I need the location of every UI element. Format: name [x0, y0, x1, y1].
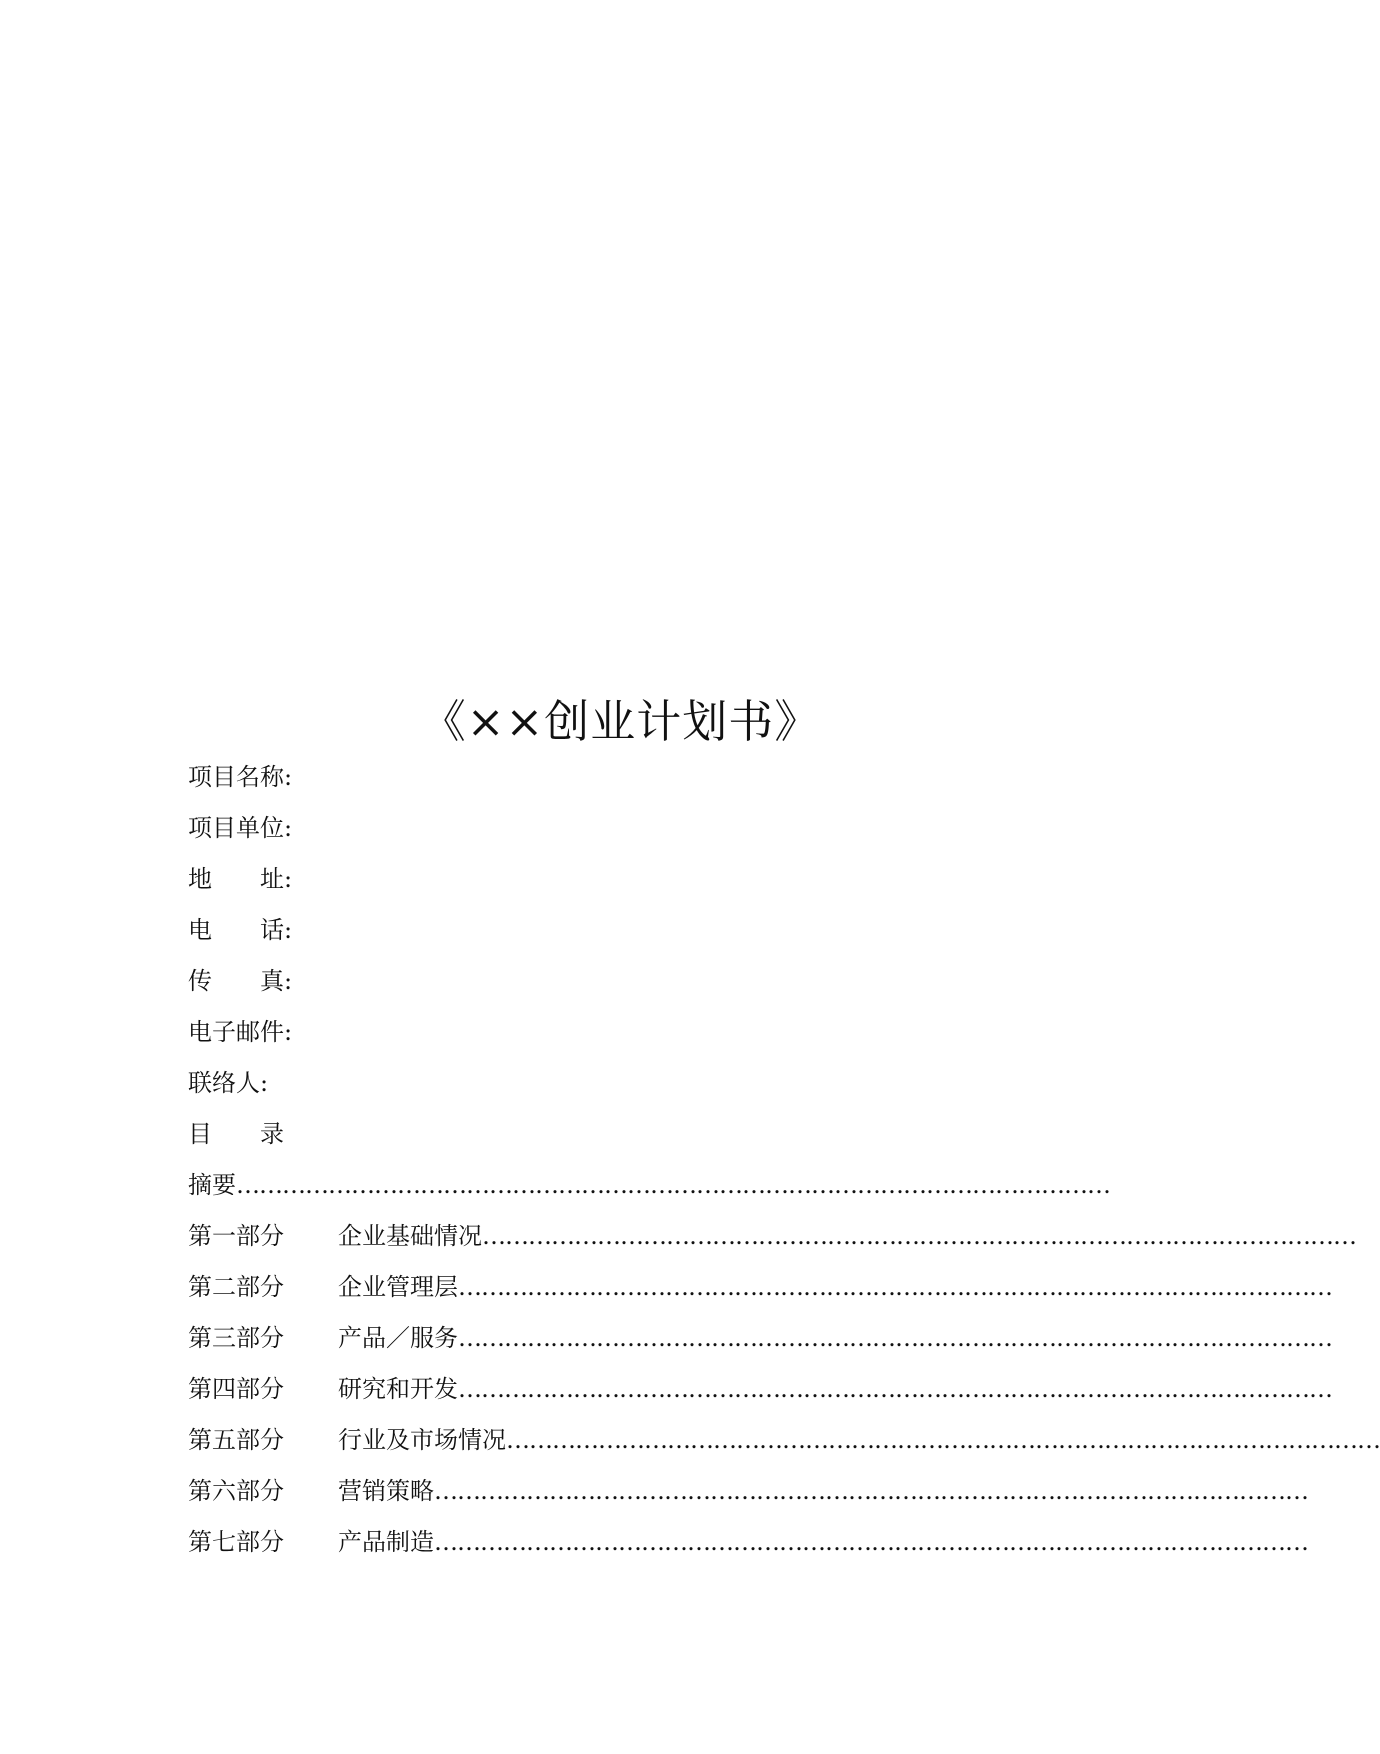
toc-entry [188, 1374, 1332, 1404]
toc-entry-title: 产品／服务 [338, 1324, 458, 1352]
field-contact [188, 1068, 268, 1098]
field-label: 联络人: [188, 1069, 269, 1097]
field-label: 项目单位: [188, 814, 293, 842]
toc-entry-part: 第二部分 [188, 1273, 284, 1301]
field-fax [188, 966, 292, 996]
toc-dot-leader: …………………………………………………………………………………………………… [434, 1528, 1308, 1556]
toc-dot-leader: …………………………………………………………………………………………………… [236, 1171, 1110, 1199]
toc-entry [188, 1272, 1332, 1302]
toc-dot-leader: …………………………………………………………………………………………………… [434, 1477, 1308, 1505]
toc-dot-leader: …………………………………………………………………………………………………… [458, 1273, 1332, 1301]
field-address [188, 864, 292, 894]
field-label: 传 真: [188, 967, 293, 995]
toc-entry-part: 第四部分 [188, 1375, 284, 1403]
toc-entry [188, 1221, 1356, 1251]
toc-entry [188, 1323, 1332, 1353]
toc-entry-part: 第三部分 [188, 1324, 284, 1352]
toc-dot-leader: …………………………………………………………………………………………………… [458, 1375, 1332, 1403]
toc-heading: 目 录 [188, 1120, 284, 1148]
toc-entry-summary [188, 1170, 1110, 1200]
field-label: 地 址: [188, 865, 293, 893]
toc-entry-title: 研究和开发 [338, 1375, 458, 1403]
field-project-unit [188, 813, 292, 843]
toc-entry-title: 企业管理层 [338, 1273, 458, 1301]
toc-entry-title: 摘要 [188, 1171, 236, 1199]
toc-entry-part: 第一部分 [188, 1222, 284, 1250]
document-title: 《××创业计划书》 [420, 695, 821, 748]
field-project-name [188, 762, 292, 792]
toc-entry [188, 1476, 1308, 1506]
toc-entry-title: 行业及市场情况 [338, 1426, 506, 1454]
field-label: 电 话: [188, 916, 293, 944]
toc-entry-title: 产品制造 [338, 1528, 434, 1556]
toc-entry [188, 1425, 1380, 1455]
field-phone [188, 915, 292, 945]
field-label: 电子邮件: [188, 1018, 293, 1046]
toc-entry [188, 1527, 1308, 1557]
toc-entry-part: 第五部分 [188, 1426, 284, 1454]
toc-dot-leader: …………………………………………………………………………………………………… [482, 1222, 1356, 1250]
field-email [188, 1017, 292, 1047]
toc-entry-title: 企业基础情况 [338, 1222, 482, 1250]
toc-dot-leader: …………………………………………………………………………………………………… [506, 1426, 1380, 1454]
toc-entry-part: 第六部分 [188, 1477, 284, 1505]
toc-entry-part: 第七部分 [188, 1528, 284, 1556]
toc-entry-title: 营销策略 [338, 1477, 434, 1505]
field-label: 项目名称: [188, 763, 293, 791]
toc-dot-leader: …………………………………………………………………………………………………… [458, 1324, 1332, 1352]
